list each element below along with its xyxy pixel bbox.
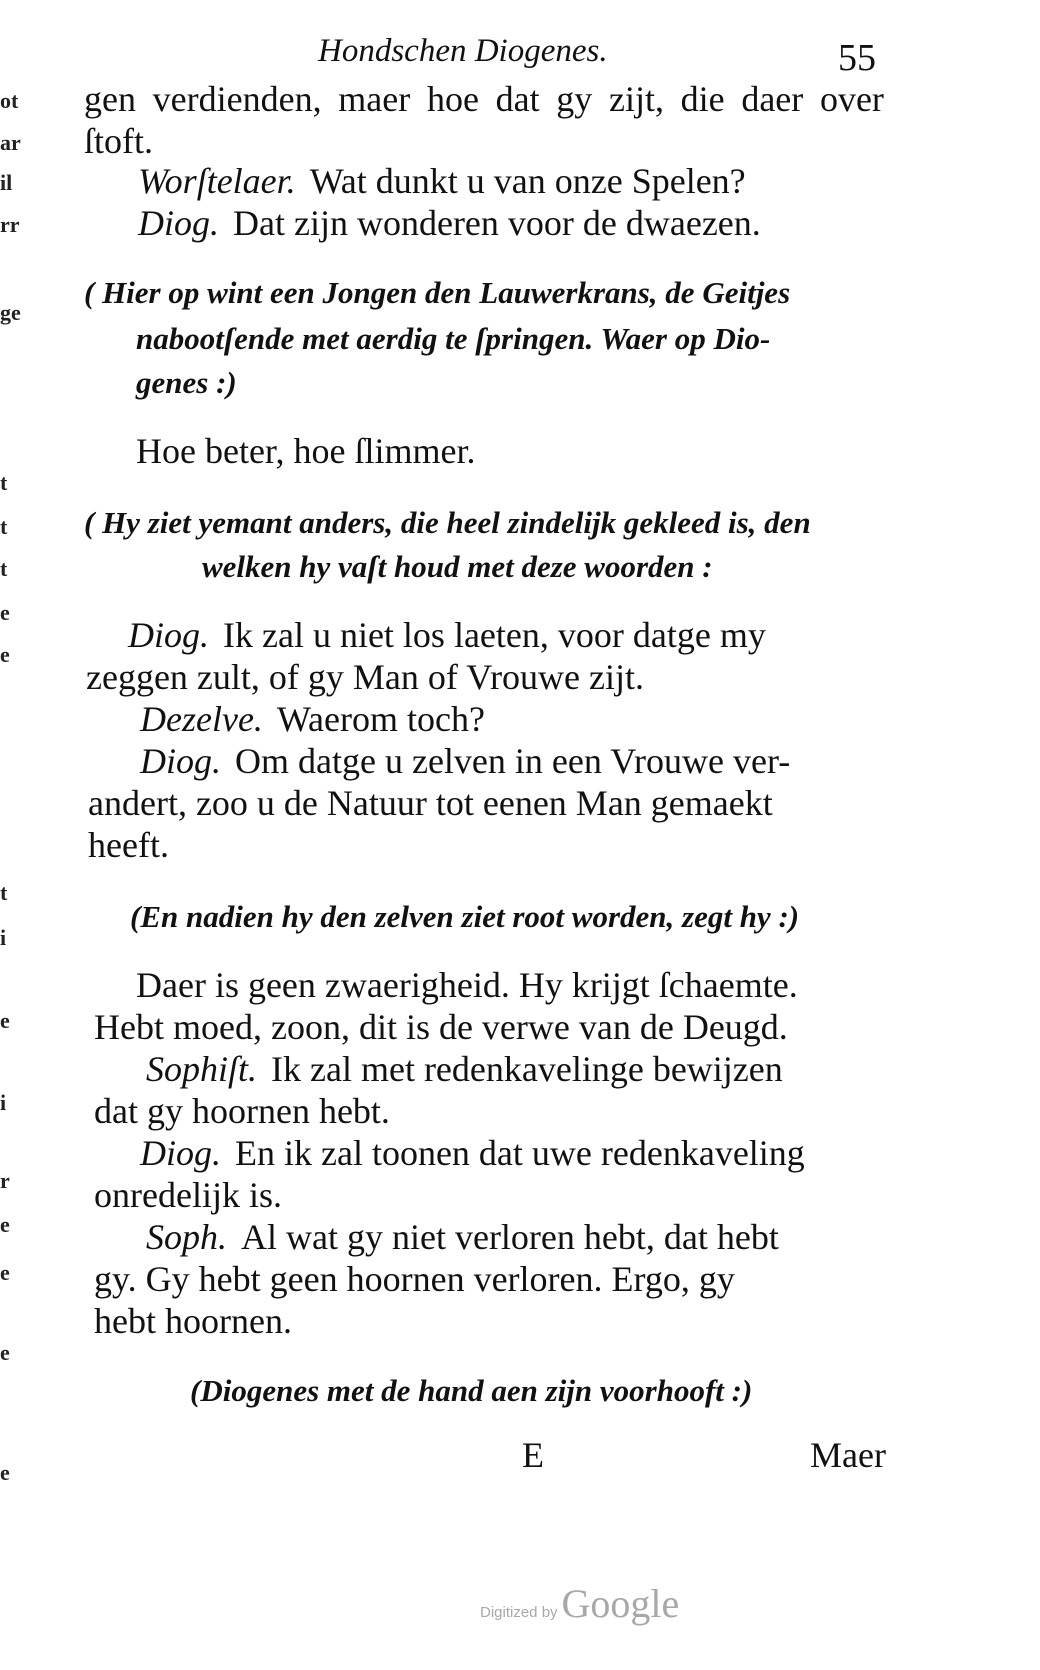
page-number: 55 (838, 37, 876, 79)
dialogue-line (138, 202, 761, 244)
margin-fragment: e (0, 1008, 10, 1033)
margin-fragment: rr (0, 212, 20, 237)
stage-direction: (Diogenes met de hand aen zijn voorhooft :) (190, 1373, 753, 1408)
margin-fragment: r (0, 1168, 10, 1193)
text-line: Hoe beter, hoe ſlimmer. (136, 431, 476, 471)
speaker-name: Worſtelaer. (138, 161, 296, 201)
stage-direction: nabootſende met aerdig te ſpringen. Waer op Dio- (136, 321, 771, 356)
text-line: gy. Gy hebt geen hoornen verloren. Ergo, gy (94, 1259, 735, 1299)
stage-direction: (En nadien hy den zelven ziet root worden, zegt hy :) (130, 899, 800, 934)
stage-direction: welken hy vaſt houd met deze woorden : (202, 549, 713, 584)
speech-text: Om datge u zelven in een Vrouwe ver- (235, 741, 791, 781)
dialogue-line (140, 698, 485, 740)
word: dat (495, 79, 540, 119)
text-line: Daer is geen zwaerigheid. Hy krijgt ſchaemte. (136, 965, 798, 1005)
margin-fragment: t (0, 470, 8, 495)
stage-direction: ( Hy ziet yemant anders, die heel zindelijk gekleed is, den (84, 505, 811, 540)
catchword: Maer (810, 1435, 886, 1475)
margin-fragment: t (0, 880, 8, 905)
speaker-name: Diog. (140, 1133, 221, 1173)
speech-text: Wat dunkt u van onze Spelen? (309, 161, 746, 201)
speaker-name: Diog. (138, 203, 219, 243)
word: gy (556, 79, 593, 119)
word: verdienden, (152, 79, 322, 119)
running-title: Hondschen Diogenes. (318, 33, 608, 69)
dialogue-line (146, 1216, 779, 1258)
speech-text: Al wat gy niet verloren hebt, dat hebt (241, 1217, 779, 1257)
speaker-name: Dezelve. (140, 699, 263, 739)
dialogue-line (138, 160, 746, 202)
speech-text: Ik zal u niet los laeten, voor datge my (223, 615, 766, 655)
margin-fragment: e (0, 1212, 10, 1237)
speech-text: Dat zijn wonderen voor de dwaezen. (233, 203, 761, 243)
signature-mark: E (522, 1435, 544, 1475)
text-line: ſtoft. (84, 121, 153, 161)
dialogue-line (128, 614, 766, 656)
margin-fragment: i (0, 925, 7, 950)
speech-text: Ik zal met redenkavelinge bewijzen (271, 1049, 783, 1089)
stage-direction: ( Hier op wint een Jongen den Lauwerkrans, de Geitjes (84, 275, 791, 310)
speech-text: Waerom toch? (276, 699, 485, 739)
text-line: zeggen zult, of gy Man of Vrouwe zijt. (86, 657, 645, 697)
margin-fragment: t (0, 556, 8, 581)
margin-fragment: e (0, 1340, 10, 1365)
speaker-name: Soph. (146, 1217, 227, 1257)
speaker-name: Diog. (128, 615, 209, 655)
margin-fragment: ge (0, 300, 21, 325)
dialogue-line (146, 1048, 783, 1090)
margin-fragment: t (0, 514, 8, 539)
margin-fragment: ot (0, 88, 19, 113)
watermark-prefix: Digitized by (480, 1604, 558, 1621)
word: zijt, (608, 79, 664, 119)
text-line: hebt hoornen. (94, 1301, 292, 1341)
word: maer (338, 79, 411, 119)
text-line (84, 78, 884, 120)
google-watermark (480, 1580, 720, 1627)
word: hoe (426, 79, 479, 119)
word: die (680, 79, 725, 119)
speaker-name: Diog. (140, 741, 221, 781)
watermark-brand: Google (561, 1581, 680, 1626)
speaker-name: Sophiſt. (146, 1049, 258, 1089)
word: daer (741, 79, 804, 119)
text-line: Hebt moed, zoon, dit is de verwe van de Deugd. (94, 1007, 788, 1047)
margin-fragment: e (0, 600, 10, 625)
text-line: dat gy hoornen hebt. (94, 1091, 390, 1131)
text-line: andert, zoo u de Natuur tot eenen Man gemaekt (88, 783, 773, 823)
word: gen (84, 79, 136, 119)
text-line: heeft. (88, 825, 169, 865)
margin-fragment: il (0, 170, 13, 195)
word: over (819, 79, 884, 119)
speech-text: En ik zal toonen dat uwe redenkaveling (235, 1133, 805, 1173)
margin-fragment: e (0, 1460, 10, 1485)
dialogue-line (140, 1132, 805, 1174)
margin-fragment: e (0, 1260, 10, 1285)
margin-fragment: e (0, 642, 10, 667)
text-line: onredelijk is. (94, 1175, 282, 1215)
margin-fragment: ar (0, 130, 21, 155)
dialogue-line (140, 740, 790, 782)
margin-fragment: i (0, 1090, 7, 1115)
stage-direction: genes :) (136, 365, 237, 400)
